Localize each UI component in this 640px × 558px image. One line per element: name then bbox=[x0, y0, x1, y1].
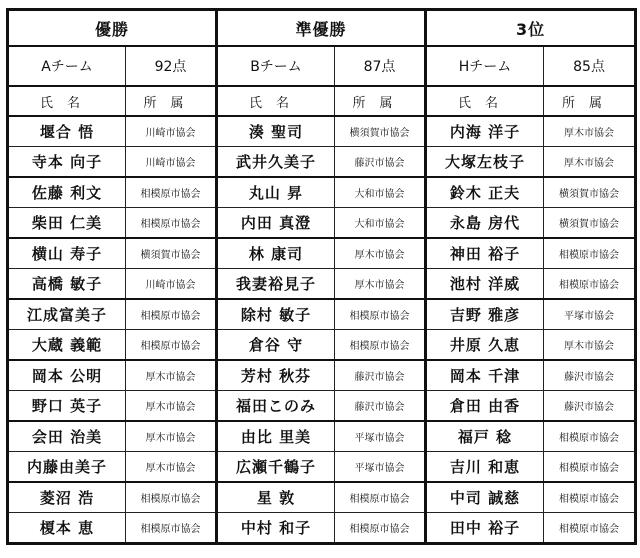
member-row bbox=[8, 116, 636, 147]
member-assoc: 横須賀市協会 bbox=[126, 238, 217, 269]
member-name: 由比 里美 bbox=[217, 421, 335, 452]
team-name-2: Bチーム bbox=[217, 46, 335, 86]
member-assoc: 厚木市協会 bbox=[126, 421, 217, 452]
member-row bbox=[8, 482, 636, 513]
member-name: 高橋 敏子 bbox=[8, 269, 126, 300]
member-assoc: 厚木市協会 bbox=[126, 360, 217, 391]
member-assoc: 相模原市協会 bbox=[335, 330, 426, 361]
member-name: 菱沼 浩 bbox=[8, 482, 126, 513]
member-name: 井原 久恵 bbox=[426, 330, 544, 361]
team-name-1: Aチーム bbox=[8, 46, 126, 86]
member-name: 岡本 公明 bbox=[8, 360, 126, 391]
member-name: 鈴木 正夫 bbox=[426, 177, 544, 208]
member-assoc: 厚木市協会 bbox=[544, 116, 636, 147]
member-row bbox=[8, 330, 636, 361]
member-assoc: 横須賀市協会 bbox=[335, 116, 426, 147]
team-score-2: 87点 bbox=[335, 46, 426, 86]
member-name: 倉谷 守 bbox=[217, 330, 335, 361]
member-assoc: 厚木市協会 bbox=[126, 452, 217, 483]
member-assoc: 横須賀市協会 bbox=[544, 208, 636, 239]
member-name: 内藤由美子 bbox=[8, 452, 126, 483]
member-assoc: 川崎市協会 bbox=[126, 116, 217, 147]
member-assoc: 藤沢市協会 bbox=[335, 360, 426, 391]
member-assoc: 藤沢市協会 bbox=[544, 391, 636, 422]
member-assoc: 相模原市協会 bbox=[544, 482, 636, 513]
team-name-3: Hチーム bbox=[426, 46, 544, 86]
member-name: 林 康司 bbox=[217, 238, 335, 269]
member-name: 我妻裕見子 bbox=[217, 269, 335, 300]
member-name: 内田 真澄 bbox=[217, 208, 335, 239]
member-name: 内海 洋子 bbox=[426, 116, 544, 147]
member-name: 堰合 悟 bbox=[8, 116, 126, 147]
member-assoc: 平塚市協会 bbox=[335, 452, 426, 483]
member-assoc: 相模原市協会 bbox=[544, 513, 636, 544]
member-name: 星 敦 bbox=[217, 482, 335, 513]
member-name: 柴田 仁美 bbox=[8, 208, 126, 239]
member-name: 寺本 向子 bbox=[8, 147, 126, 178]
member-assoc: 相模原市協会 bbox=[335, 513, 426, 544]
member-name: 広瀬千鶴子 bbox=[217, 452, 335, 483]
member-assoc: 相模原市協会 bbox=[126, 513, 217, 544]
member-name: 永島 房代 bbox=[426, 208, 544, 239]
member-name: 倉田 由香 bbox=[426, 391, 544, 422]
column-header-row bbox=[8, 86, 636, 116]
team-score-3: 85点 bbox=[544, 46, 636, 86]
member-row bbox=[8, 513, 636, 544]
col-assoc-3: 所属 bbox=[544, 86, 636, 116]
team-score-1: 92点 bbox=[126, 46, 217, 86]
member-row bbox=[8, 421, 636, 452]
member-assoc: 相模原市協会 bbox=[544, 452, 636, 483]
results-sheet bbox=[6, 8, 634, 550]
place-header-row bbox=[8, 10, 636, 47]
member-assoc: 相模原市協会 bbox=[544, 269, 636, 300]
member-assoc: 平塚市協会 bbox=[544, 299, 636, 330]
member-row bbox=[8, 391, 636, 422]
member-name: 丸山 昇 bbox=[217, 177, 335, 208]
place-title-3: 3位 bbox=[426, 10, 636, 47]
col-name-1: 氏名 bbox=[8, 86, 126, 116]
results-table bbox=[6, 8, 637, 545]
member-row bbox=[8, 452, 636, 483]
member-assoc: 川崎市協会 bbox=[126, 147, 217, 178]
member-name: 横山 寿子 bbox=[8, 238, 126, 269]
member-row bbox=[8, 208, 636, 239]
member-assoc: 相模原市協会 bbox=[126, 208, 217, 239]
member-assoc: 相模原市協会 bbox=[126, 482, 217, 513]
member-assoc: 横須賀市協会 bbox=[544, 177, 636, 208]
team-header-row bbox=[8, 46, 636, 86]
member-row bbox=[8, 299, 636, 330]
place-title-1: 優勝 bbox=[8, 10, 217, 47]
member-assoc: 相模原市協会 bbox=[126, 299, 217, 330]
col-name-3: 氏名 bbox=[426, 86, 544, 116]
member-assoc: 相模原市協会 bbox=[544, 421, 636, 452]
member-assoc: 相模原市協会 bbox=[544, 238, 636, 269]
member-assoc: 相模原市協会 bbox=[126, 330, 217, 361]
member-assoc: 厚木市協会 bbox=[335, 269, 426, 300]
member-assoc: 厚木市協会 bbox=[544, 330, 636, 361]
member-name: 福戸 稔 bbox=[426, 421, 544, 452]
member-assoc: 平塚市協会 bbox=[335, 421, 426, 452]
member-name: 神田 裕子 bbox=[426, 238, 544, 269]
member-assoc: 厚木市協会 bbox=[335, 238, 426, 269]
col-name-2: 氏名 bbox=[217, 86, 335, 116]
member-name: 中村 和子 bbox=[217, 513, 335, 544]
member-assoc: 大和市協会 bbox=[335, 177, 426, 208]
member-assoc: 厚木市協会 bbox=[126, 391, 217, 422]
member-name: 池村 洋威 bbox=[426, 269, 544, 300]
member-row bbox=[8, 147, 636, 178]
member-name: 大蔵 義範 bbox=[8, 330, 126, 361]
member-name: 大塚左枝子 bbox=[426, 147, 544, 178]
col-assoc-2: 所属 bbox=[335, 86, 426, 116]
member-name: 除村 敏子 bbox=[217, 299, 335, 330]
place-title-2: 準優勝 bbox=[217, 10, 426, 47]
member-name: 田中 裕子 bbox=[426, 513, 544, 544]
member-name: 武井久美子 bbox=[217, 147, 335, 178]
member-name: 吉川 和恵 bbox=[426, 452, 544, 483]
col-assoc-1: 所属 bbox=[126, 86, 217, 116]
member-name: 野口 英子 bbox=[8, 391, 126, 422]
member-row bbox=[8, 269, 636, 300]
member-name: 福田このみ bbox=[217, 391, 335, 422]
member-name: 岡本 千津 bbox=[426, 360, 544, 391]
member-name: 湊 聖司 bbox=[217, 116, 335, 147]
member-assoc: 相模原市協会 bbox=[335, 482, 426, 513]
member-name: 中司 誠慈 bbox=[426, 482, 544, 513]
member-assoc: 川崎市協会 bbox=[126, 269, 217, 300]
member-assoc: 藤沢市協会 bbox=[544, 360, 636, 391]
member-assoc: 厚木市協会 bbox=[544, 147, 636, 178]
member-assoc: 相模原市協会 bbox=[335, 299, 426, 330]
member-name: 吉野 雅彦 bbox=[426, 299, 544, 330]
member-row bbox=[8, 177, 636, 208]
member-assoc: 相模原市協会 bbox=[126, 177, 217, 208]
member-row bbox=[8, 360, 636, 391]
member-assoc: 大和市協会 bbox=[335, 208, 426, 239]
member-name: 榎本 恵 bbox=[8, 513, 126, 544]
member-row bbox=[8, 238, 636, 269]
member-name: 芳村 秋芬 bbox=[217, 360, 335, 391]
member-name: 江成富美子 bbox=[8, 299, 126, 330]
member-name: 会田 治美 bbox=[8, 421, 126, 452]
member-assoc: 藤沢市協会 bbox=[335, 147, 426, 178]
member-name: 佐藤 利文 bbox=[8, 177, 126, 208]
member-assoc: 藤沢市協会 bbox=[335, 391, 426, 422]
